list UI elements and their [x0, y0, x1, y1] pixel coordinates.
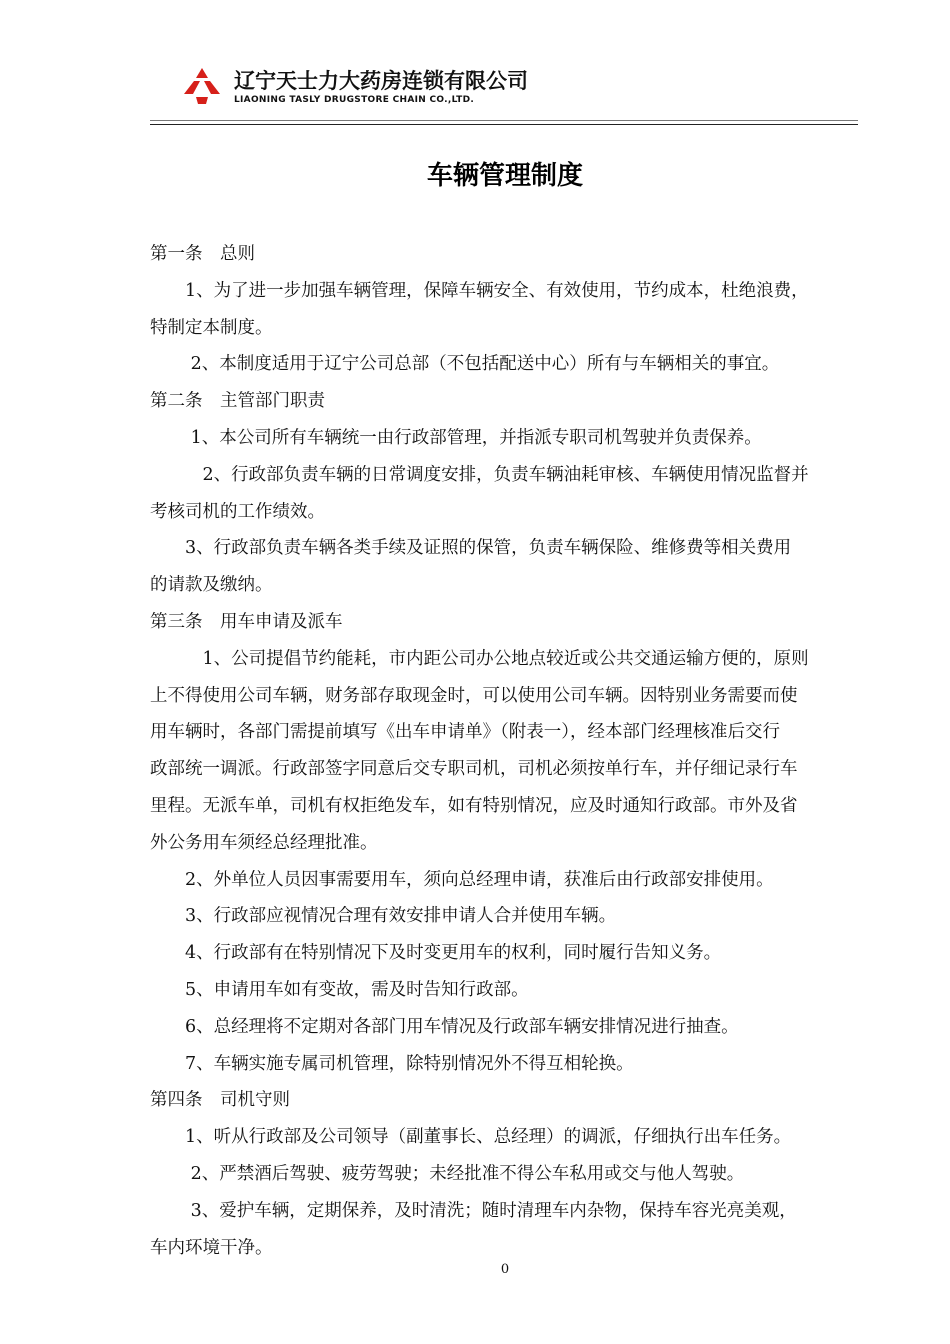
text-line: 6、总经理将不定期对各部门用车情况及行政部车辆安排情况进行抽查。: [150, 1016, 739, 1037]
document-body: [150, 236, 862, 1266]
text-line: 的请款及缴纳。: [150, 575, 273, 596]
text-line: 考核司机的工作绩效。: [150, 501, 325, 522]
text-line: 3、爱护车辆，定期保养，及时清洗；随时清理车内杂物，保持车容光亮美观，: [150, 1200, 797, 1221]
text-line: 1、公司提倡节约能耗，市内距公司办公地点较近或公共交通运输方便的，原则: [150, 648, 809, 669]
header-divider-thick: [150, 124, 858, 125]
company-name-cn: 辽宁天士力大药房连锁有限公司: [234, 69, 528, 93]
page-number: 0: [500, 1262, 510, 1277]
text-line: 3、行政部负责车辆各类手续及证照的保管，负责车辆保险、维修费等相关费用: [150, 538, 792, 559]
text-line: 4、行政部有在特别情况下及时变更用车的权利，同时履行告知义务。: [150, 943, 722, 964]
company-name: [234, 70, 528, 106]
text-line: 2、行政部负责车辆的日常调度安排，负责车辆油耗审核、车辆使用情况监督并: [150, 464, 809, 485]
text-line: 2、本制度适用于辽宁公司总部（不包括配送中心）所有与车辆相关的事宜。: [150, 354, 780, 375]
text-line: 里程。无派车单，司机有权拒绝发车，如有特别情况，应及时通知行政部。市外及省: [150, 795, 798, 816]
company-name-en: LIAONING TASLY DRUGSTORE CHAIN CO.,LTD.: [234, 95, 475, 105]
text-line: 第一条 总则: [150, 244, 255, 264]
text-line: 2、严禁酒后驾驶、疲劳驾驶；未经批准不得公车私用或交与他人驾驶。: [150, 1163, 745, 1184]
text-line: 第三条 用车申请及派车: [150, 611, 343, 632]
text-line: 车内环境干净。: [150, 1237, 273, 1258]
text-line: 用车辆时，各部门需提前填写《出车申请单》（附表一），经本部门经理核准后交行: [150, 722, 780, 743]
text-line: 第二条 主管部门职责: [150, 391, 325, 412]
text-line: 2、外单位人员因事需要用车，须向总经理申请，获准后由行政部安排使用。: [150, 869, 774, 890]
document-title: 车辆管理制度: [426, 161, 583, 191]
text-line: 5、申请用车如有变故，需及时告知行政部。: [150, 979, 529, 1000]
text-line: 特制定本制度。: [150, 317, 273, 338]
text-line: 外公务用车须经总经理批准。: [150, 832, 378, 853]
text-line: 1、为了进一步加强车辆管理，保障车辆安全、有效使用，节约成本，杜绝浪费，: [150, 280, 809, 301]
text-line: 政部统一调派。行政部签字同意后交专职司机，司机必须按单行车，并仔细记录行车: [150, 759, 798, 780]
text-line: 1、本公司所有车辆统一由行政部管理，并指派专职司机驾驶并负责保养。: [150, 427, 762, 448]
text-line: 1、听从行政部及公司领导（副董事长、总经理）的调派，仔细执行出车任务。: [150, 1127, 792, 1148]
company-logo-icon: [182, 66, 222, 106]
text-line: 第四条 司机守则: [150, 1090, 290, 1111]
header-divider-thin: [150, 120, 858, 121]
text-line: 7、车辆实施专属司机管理，除特别情况外不得互相轮换。: [150, 1053, 634, 1074]
text-line: 3、行政部应视情况合理有效安排申请人合并使用车辆。: [150, 906, 617, 927]
text-line: 上不得使用公司车辆，财务部存取现金时，可以使用公司车辆。因特别业务需要而使: [150, 685, 798, 706]
